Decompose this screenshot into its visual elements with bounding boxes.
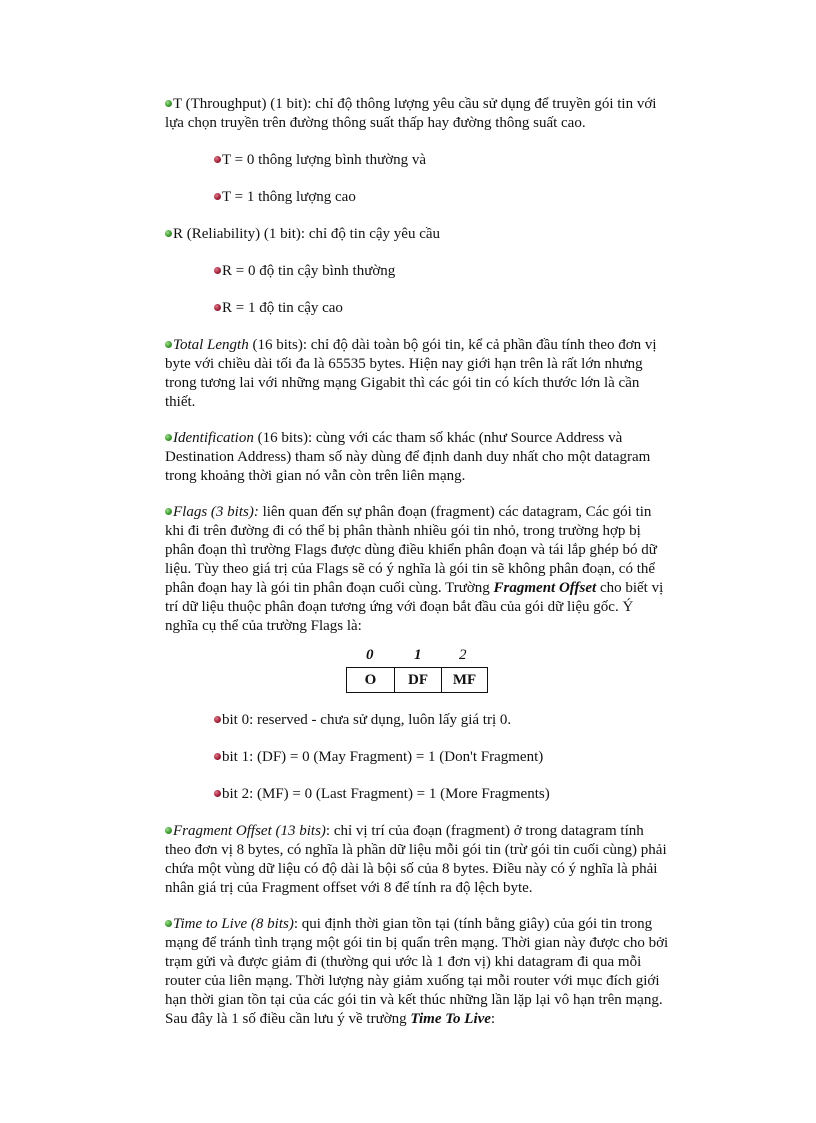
ttl-paragraph: Time to Live (8 bits): qui định thời gian tồn tại (tính bằng giây) của gói tin trong mạng để tránh tình trạng một gói tin bị quẩn trên mạng. Thời gian này được cho bởi trạm gửi và được giảm đi (thường qui ước là 1 đơn vị) khi datagram đi qua mỗi router của liên mạng. Thời lượng này giảm xuống tại mỗi router với mục đích giới hạn thời gian tồn tại của các gói tin và kết thúc những lần lặp lại vô hạn trên mạng. Sau đây là 1 số điều cần lưu ý về trường Time To Live:	[165, 916, 669, 1027]
red-bullet-icon	[214, 753, 221, 760]
bit-number-row	[346, 646, 488, 666]
flag-cell-df: DF	[394, 668, 441, 692]
flags-bit-0: bit 0: reserved - chưa sử dụng, luôn lấy giá trị 0.	[214, 711, 734, 730]
green-bullet-icon	[165, 230, 172, 237]
flag-cell-reserved: O	[364, 672, 377, 688]
flags-bit-diagram	[346, 646, 488, 694]
green-bullet-icon	[165, 508, 172, 515]
red-bullet-icon	[214, 716, 221, 723]
bit-number-0: 0	[366, 647, 374, 663]
throughput-option-0: T = 0 thông lượng bình thường và	[214, 151, 734, 170]
total-length-paragraph: Total Length (16 bits): chỉ độ dài toàn bộ gói tin, kể cả phần đầu tính theo đơn vị byte với chiều dài tối đa là 65535 bytes. Hiện nay giới hạn trên là rất lớn nhưng trong tương lai với những mạng Gigabit thì các gói tin có kích thước lớn là cần thiết.	[165, 337, 657, 410]
green-bullet-icon	[165, 920, 172, 927]
reliability-option-1: R = 1 độ tin cậy cao	[214, 299, 734, 318]
bit-number-2: 2	[459, 647, 467, 663]
reliability-paragraph: R (Reliability) (1 bit): chỉ độ tin cậy yêu cầu	[165, 225, 730, 244]
green-bullet-icon	[165, 434, 172, 441]
red-bullet-icon	[214, 304, 221, 311]
flags-bit-1: bit 1: (DF) = 0 (May Fragment) = 1 (Don't Fragment)	[214, 748, 734, 767]
red-bullet-icon	[214, 267, 221, 274]
green-bullet-icon	[165, 827, 172, 834]
flags-paragraph: Flags (3 bits): liên quan đến sự phân đoạn (fragment) các datagram, Các gói tin khi đi trên đường đi có thể bị phân thành nhiều gói tin nhỏ, trong trường hợp bị phân đoạn thì trường Flags được dùng điều khiển phân đoạn và tái lắp ghép bó dữ liệu. Tùy theo giá trị của Flags sẽ có ý nghĩa là gói tin sẽ không phân đoạn, có thể phân đoạn hay là gói tin phân đoạn cuối cùng. Trường Fragment Offset cho biết vị trí dữ liệu thuộc phân đoạn tương ứng với đoạn bắt đầu của gói dữ liệu gốc. Ý nghĩa cụ thể của trường Flags là:	[165, 504, 664, 634]
green-bullet-icon	[165, 341, 172, 348]
reliability-option-0: R = 0 độ tin cậy bình thường	[214, 262, 734, 281]
red-bullet-icon	[214, 193, 221, 200]
identification-paragraph: Identification (16 bits): cùng với các tham số khác (như Source Address và Destination Address) tham số này dùng để định danh duy nhất cho một datagram trong khoảng thời gian nó vẫn còn trên liên mạng.	[165, 430, 651, 484]
throughput-paragraph: T (Throughput) (1 bit): chỉ độ thông lượng yêu cầu sử dụng để truyền gói tin với lựa chọn truyền trên đường thông suất thấp hay đường thông suất cao.	[165, 96, 657, 131]
red-bullet-icon	[214, 156, 221, 163]
flags-bit-2: bit 2: (MF) = 0 (Last Fragment) = 1 (More Fragments)	[214, 785, 734, 804]
green-bullet-icon	[165, 100, 172, 107]
flag-cell-mf: MF	[441, 668, 487, 692]
bit-number-1: 1	[414, 647, 422, 663]
throughput-option-1: T = 1 thông lượng cao	[214, 188, 734, 207]
flags-cell-row	[346, 667, 488, 693]
fragment-offset-paragraph: Fragment Offset (13 bits): chỉ vị trí của đoạn (fragment) ở trong datagram tính theo đơn vị 8 bytes, có nghĩa là phần dữ liệu mỗi gói tin (trừ gói tin cuối cùng) phải chứa một vùng dữ liệu có độ dài là bội số của 8 bytes. Điều này có ý nghĩa là phải nhân giá trị của Fragment offset với 8 để tính ra độ lệch byte.	[165, 823, 667, 896]
red-bullet-icon	[214, 790, 221, 797]
